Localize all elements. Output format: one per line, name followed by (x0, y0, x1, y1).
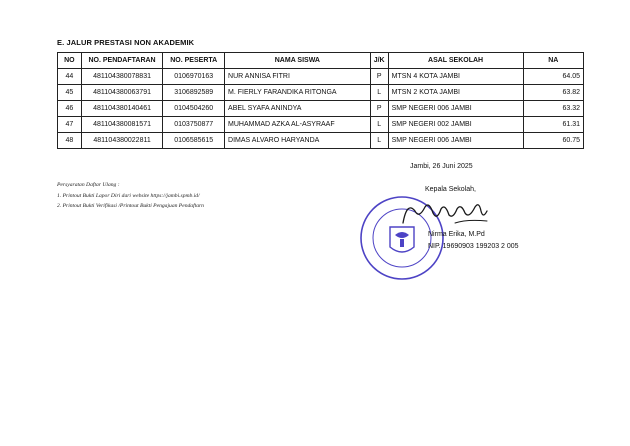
cell-nama-siswa: M. FIERLY FARANDIKA RITONGA (225, 85, 371, 101)
cell-no: 46 (58, 101, 82, 117)
cell-no-pendaftaran: 481104380063791 (81, 85, 163, 101)
table-row (58, 69, 584, 85)
header-asal-sekolah: ASAL SEKOLAH (388, 53, 523, 69)
cell-jk: P (370, 69, 388, 85)
cell-no: 44 (58, 69, 82, 85)
signatory-nip: NIP. 19690903 199203 2 005 (428, 243, 519, 250)
cell-nama-siswa: NUR ANNISA FITRI (225, 69, 371, 85)
requirements-title: Persyaratan Daftar Ulang : (57, 182, 120, 188)
handwritten-signature (395, 193, 495, 233)
cell-jk: L (370, 117, 388, 133)
requirement-item: 1. Printout Bukti Lapor Diri dari website https://jambi.spmb.id/ (57, 192, 200, 199)
cell-asal-sekolah: SMP NEGERI 006 JAMBI (388, 101, 523, 117)
cell-nama-siswa: DIMAS ALVARO HARYANDA (225, 133, 371, 149)
table-row (58, 117, 584, 133)
signing-date: Jambi, 26 Juni 2025 (410, 163, 473, 170)
cell-no: 47 (58, 117, 82, 133)
header-no-peserta: NO. PESERTA (163, 53, 225, 69)
cell-no: 48 (58, 133, 82, 149)
cell-no: 45 (58, 85, 82, 101)
header-na: NA (523, 53, 583, 69)
cell-asal-sekolah: MTSN 2 KOTA JAMBI (388, 85, 523, 101)
cell-no-pendaftaran: 481104380140461 (81, 101, 163, 117)
cell-asal-sekolah: MTSN 4 KOTA JAMBI (388, 69, 523, 85)
cell-no-pendaftaran: 481104380078831 (81, 69, 163, 85)
cell-no-peserta: 0103750877 (163, 117, 225, 133)
cell-no-peserta: 3106892589 (163, 85, 225, 101)
cell-jk: L (370, 85, 388, 101)
cell-no-pendaftaran: 481104380081571 (81, 117, 163, 133)
section-title: E. JALUR PRESTASI NON AKADEMIK (57, 38, 195, 47)
cell-jk: P (370, 101, 388, 117)
cell-na: 63.32 (523, 101, 583, 117)
cell-nama-siswa: ABEL SYAFA ANINDYA (225, 101, 371, 117)
cell-no-peserta: 0106970163 (163, 69, 225, 85)
cell-asal-sekolah: SMP NEGERI 002 JAMBI (388, 117, 523, 133)
cell-nama-siswa: MUHAMMAD AZKA AL-ASYRAAF (225, 117, 371, 133)
table-row (58, 133, 584, 149)
table-header-row (58, 53, 584, 69)
table-row (58, 85, 584, 101)
cell-no-pendaftaran: 481104380022811 (81, 133, 163, 149)
cell-no-peserta: 0104504260 (163, 101, 225, 117)
table-row (58, 101, 584, 117)
header-no-pendaftaran: NO. PENDAFTARAN (81, 53, 163, 69)
cell-na: 60.75 (523, 133, 583, 149)
cell-na: 63.82 (523, 85, 583, 101)
results-table (57, 52, 584, 149)
cell-na: 64.05 (523, 69, 583, 85)
cell-na: 61.31 (523, 117, 583, 133)
requirements-list (57, 180, 204, 212)
signatory-name: Nirma Erika, M.Pd (428, 231, 485, 238)
header-nama-siswa: NAMA SISWA (225, 53, 371, 69)
cell-asal-sekolah: SMP NEGERI 006 JAMBI (388, 133, 523, 149)
cell-jk: L (370, 133, 388, 149)
cell-no-peserta: 0106585615 (163, 133, 225, 149)
requirement-item: 2. Printout Bukti Verifikasi /Printout Bukti Pengajuan Pendaftarn (57, 203, 204, 209)
signatory-title: Kepala Sekolah, (425, 186, 476, 193)
header-no: NO (58, 53, 82, 69)
header-jk: J/K (370, 53, 388, 69)
